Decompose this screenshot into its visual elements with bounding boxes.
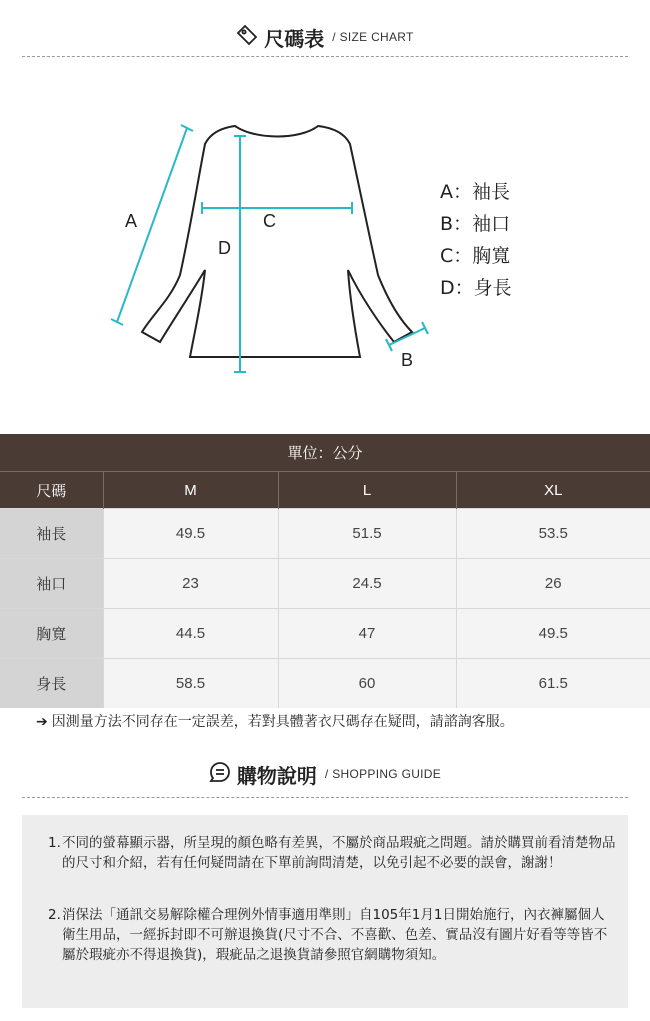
measurement-legend [440, 176, 512, 304]
shopping-guide-box [22, 815, 628, 1008]
garment-illustration [0, 110, 650, 390]
measurement-note [36, 711, 514, 731]
table-cell: 47 [278, 609, 456, 659]
unit-bar: 單位：公分 [0, 434, 650, 471]
legend-item: B：袖口 [440, 213, 511, 235]
guide-item-number: 1. [48, 835, 61, 851]
row-header: 袖長 [0, 509, 103, 559]
size-chart-title: 尺碼表 [264, 26, 325, 51]
table-cell: 60 [278, 659, 456, 709]
table-cell: 44.5 [103, 609, 278, 659]
column-header: 尺碼 [0, 472, 103, 509]
label-a: A [125, 211, 138, 231]
row-header: 身長 [0, 659, 103, 709]
label-b: B [401, 350, 414, 370]
table-header-row [0, 472, 650, 509]
table-cell: 53.5 [456, 509, 650, 559]
guide-item-number: 2. [48, 907, 61, 923]
table-row [0, 609, 650, 659]
divider [22, 56, 628, 57]
table-cell: 51.5 [278, 509, 456, 559]
table-cell: 49.5 [103, 509, 278, 559]
shopping-guide-title: 購物說明 [236, 763, 317, 788]
row-header: 胸寬 [0, 609, 103, 659]
shopping-guide-subtitle: / SHOPPING GUIDE [324, 767, 442, 781]
arrow-icon: ➔ [36, 714, 48, 730]
column-header: M [103, 472, 278, 509]
table-cell: 24.5 [278, 559, 456, 609]
legend-item: A：袖長 [440, 181, 511, 203]
legend-item: C：胸寬 [440, 245, 511, 267]
table-row [0, 559, 650, 609]
table-cell: 61.5 [456, 659, 650, 709]
size-chart-subtitle: / SIZE CHART [332, 30, 414, 44]
garment-diagram [0, 110, 650, 390]
message-icon [209, 761, 231, 787]
row-header: 袖口 [0, 559, 103, 609]
legend-item: D：身長 [440, 277, 512, 299]
size-table [0, 471, 650, 708]
table-cell: 58.5 [103, 659, 278, 709]
label-d: D [218, 238, 231, 258]
guide-item [48, 905, 616, 965]
label-c: C [263, 211, 276, 231]
table-cell: 23 [103, 559, 278, 609]
table-cell: 49.5 [456, 609, 650, 659]
guide-item-text: 不同的螢幕顯示器，所呈現的顏色略有差異，不屬於商品瑕疵之問題。請於購買前看清楚物品的尺寸和介紹，若有任何疑問請在下單前詢問清楚，以免引起不必要的誤會，謝謝！ [62, 835, 616, 871]
size-chart-header [0, 22, 650, 52]
tag-icon [236, 24, 258, 50]
guide-item-text: 消保法「通訊交易解除權合理例外情事適用準則」自105年1月1日開始施行，內衣褲屬個人衛生用品，一經拆封即不可辦退換貨(尺寸不合、不喜歡、色差、實品沒有圖片好看等等皆不屬於瑕疵亦不得退換貨)，瑕疵品之退換貨請參照官網購物須知。 [62, 907, 608, 963]
divider [22, 797, 628, 798]
table-row [0, 659, 650, 709]
column-header: L [278, 472, 456, 509]
note-text: 因測量方法不同存在一定誤差，若對具體著衣尺碼存在疑問，請諮詢客服。 [51, 714, 514, 730]
guide-item [48, 833, 616, 873]
shopping-guide-header [0, 759, 650, 789]
column-header: XL [456, 472, 650, 509]
table-cell: 26 [456, 559, 650, 609]
table-row [0, 509, 650, 559]
